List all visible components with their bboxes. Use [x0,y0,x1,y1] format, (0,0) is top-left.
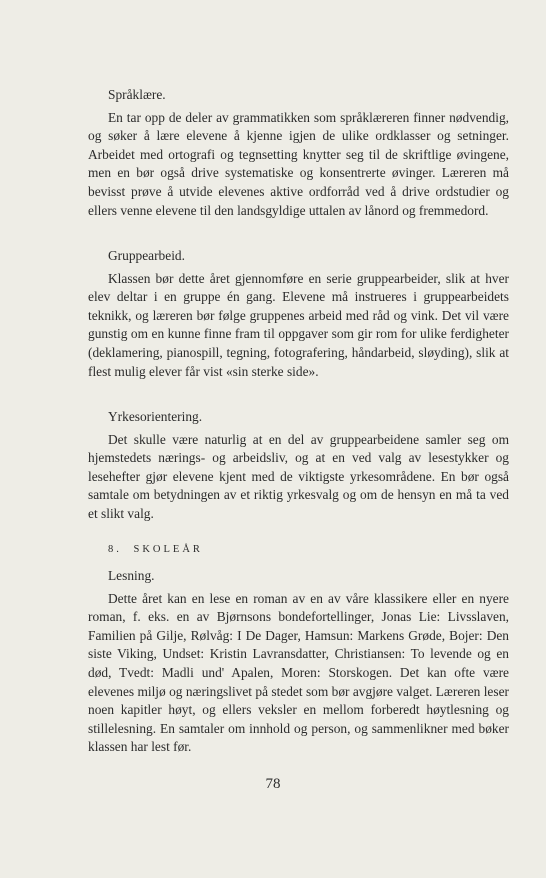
section-paragraph: Klassen bør dette året gjennomføre en serie gruppearbeider, slik at hver elev deltar i en gruppe én gang. Elevene må instrueres i gruppearbeidets teknikk, og læreren bør følge gruppenes arbeid med råd og vink. Det vil være gunstig om en kunne finne fram til oppgaver som gir rom for ulike ferdigheter (deklamering, pianospill, tegning, fotografering, håndarbeid, sløyding), slik at flest mulig elever får vist «sin sterke side». [88,270,509,379]
page-number: 78 [265,776,281,792]
section-paragraph: Det skulle være naturlig at en del av gruppearbeidene samler seg om hjemstedets nærings- og arbeidsliv, og at en ved valg av lesestykker og lesehefter gjør elevene kjent med de viktigste yrkesområdene. En bør også samtale om betydningen av et riktig yrkesvalg og om de hensyn en må ta ved et slikt valg. [88,431,509,521]
section-gruppearbeid [88,247,509,381]
section-spraklaere [88,86,509,220]
section-paragraph: Dette året kan en lese en roman av en av våre klassikere eller en nyere roman, f. eks. en av Bjørnsons bondefortellinger, Jonas Lie: Livsslaven, Familien på Gilje, Rølvåg: I De Dager, Hamsun: Markens Grøde, Bojer: Den siste Viking, Undset: Kristin Lavransdatter, Christiansen: To levende og en død, Tvedt: Madli und' Apalen, Moren: Storskogen. Det kan ofte være elevenes miljø og næringslivet på stedet som bør avgjøre valget. Læreren leser noen kapitler høyt, og ellers veksler en mellom forberedt høytlesning og stillelesning. En samtaler om innhold og person, og sammenlikner med bøker klassen har lest før. [88,590,509,755]
section-paragraph: En tar opp de deler av grammatikken som språklæreren finner nødvendig, og søker å lære elevene å kjenne igjen de ulike ordklasser og setninger. Arbeidet med ortografi og tegnsetting knytter seg til de skriftlige øvingene, men en bør også drive systematiske og konsentrerte øvinger. Læreren må bevisst prøve å utvide elevenes aktive ordforråd ved å drive ordstudier og ellers venne elevene til den landsgyldige uttalen av lånord og fremmedord. [88,109,509,218]
section-heading: Yrkesorientering. [108,409,203,424]
section-heading: Språklære. [108,87,166,102]
section-yrkesorientering [88,408,509,524]
chapter-number: 8. [108,544,122,555]
chapter-title: SKOLEÅR [133,544,203,555]
section-heading: Lesning. [108,568,155,583]
chapter-heading [88,544,509,555]
section-heading: Gruppearbeid. [108,248,185,263]
section-lesning [88,567,509,757]
